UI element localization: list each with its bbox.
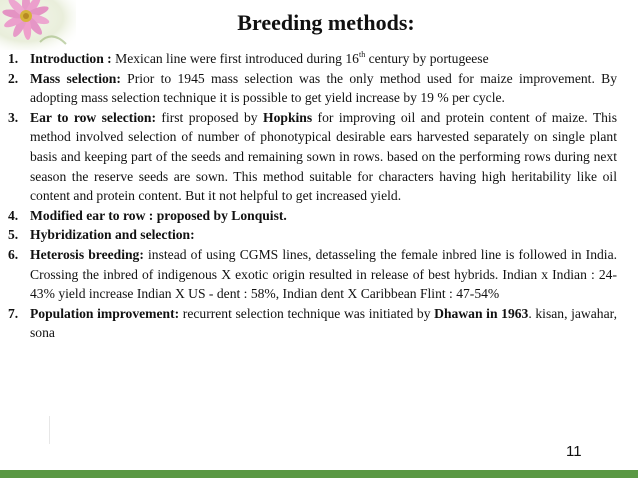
item-body bbox=[30, 304, 617, 343]
item-body bbox=[30, 245, 617, 304]
divider-line bbox=[49, 416, 50, 444]
list-item-heterosis-breeding bbox=[8, 245, 617, 304]
bold-name: Dhawan in 1963 bbox=[434, 305, 529, 321]
item-heading: Heterosis breeding: bbox=[30, 246, 144, 262]
item-text-continued: century by portugeese bbox=[365, 51, 489, 66]
item-heading: Modified ear to row : proposed by Lonquist. bbox=[30, 207, 287, 223]
list-item-modified-ear-to-row bbox=[8, 206, 617, 226]
item-number: 1. bbox=[8, 51, 19, 66]
item-body bbox=[30, 49, 617, 69]
item-heading: Population improvement: bbox=[30, 305, 180, 321]
item-body bbox=[30, 69, 617, 108]
item-text-continued: for improving oil and protein content of maize. This method involved selection of number of phonotypical desirable ears harvested separately on single plant basis and keeping part of the seeds and remaining sown in rows. based on the performing rows during next season the reserve seeds are sown. This method suitable for characters having high heritability like oil content and protein content. But it not helpful to get increased yield. bbox=[30, 109, 617, 204]
item-text-continued: . kisan, jawahar, sona bbox=[30, 305, 617, 341]
item-text: recurrent selection technique was initiated by bbox=[179, 305, 435, 321]
page-number: 11 bbox=[566, 443, 582, 460]
item-number: 3. bbox=[8, 109, 19, 125]
item-text: first proposed by bbox=[156, 109, 264, 125]
item-number: 4. bbox=[8, 207, 19, 223]
item-heading: Ear to row selection: bbox=[30, 109, 156, 125]
item-number: 2. bbox=[8, 70, 19, 86]
list-item-hybridization bbox=[8, 225, 617, 245]
item-body bbox=[30, 225, 617, 245]
ordinal-superscript: th bbox=[358, 50, 366, 59]
breeding-methods-list bbox=[8, 49, 617, 343]
slide-title: Breeding methods: bbox=[237, 10, 415, 35]
item-heading: Hybridization and selection: bbox=[30, 227, 195, 243]
item-text: Mexican line were first introduced during 16 bbox=[111, 51, 359, 66]
item-heading: Mass selection: bbox=[30, 70, 121, 86]
bottom-accent-bar bbox=[0, 470, 638, 478]
item-body bbox=[30, 108, 617, 206]
list-item-population-improvement bbox=[8, 304, 617, 343]
list-item-introduction bbox=[8, 49, 617, 69]
item-number: 5. bbox=[8, 227, 19, 243]
list-item-ear-to-row bbox=[8, 108, 617, 206]
item-number: 6. bbox=[8, 246, 19, 262]
item-text: instead of using CGMS lines, detasseling the female inbred line is followed in India. Crossing the inbred of indigenous X exotic origin resulted in release of best hybrids. Indian x Indian : 24-43% yield increase Indian X US - dent : 58%, Indian dent X Caribbean Flint : 47-54% bbox=[30, 246, 618, 302]
item-number: 7. bbox=[8, 305, 19, 321]
item-text: Prior to 1945 mass selection was the only method used for maize improvement. By adopting mass selection technique it is possible to get yield increase by 19 % per cycle. bbox=[30, 70, 617, 106]
item-heading: Introduction : bbox=[30, 51, 112, 66]
bold-name: Hopkins bbox=[263, 109, 313, 125]
list-item-mass-selection bbox=[8, 69, 617, 108]
item-body bbox=[30, 206, 617, 226]
